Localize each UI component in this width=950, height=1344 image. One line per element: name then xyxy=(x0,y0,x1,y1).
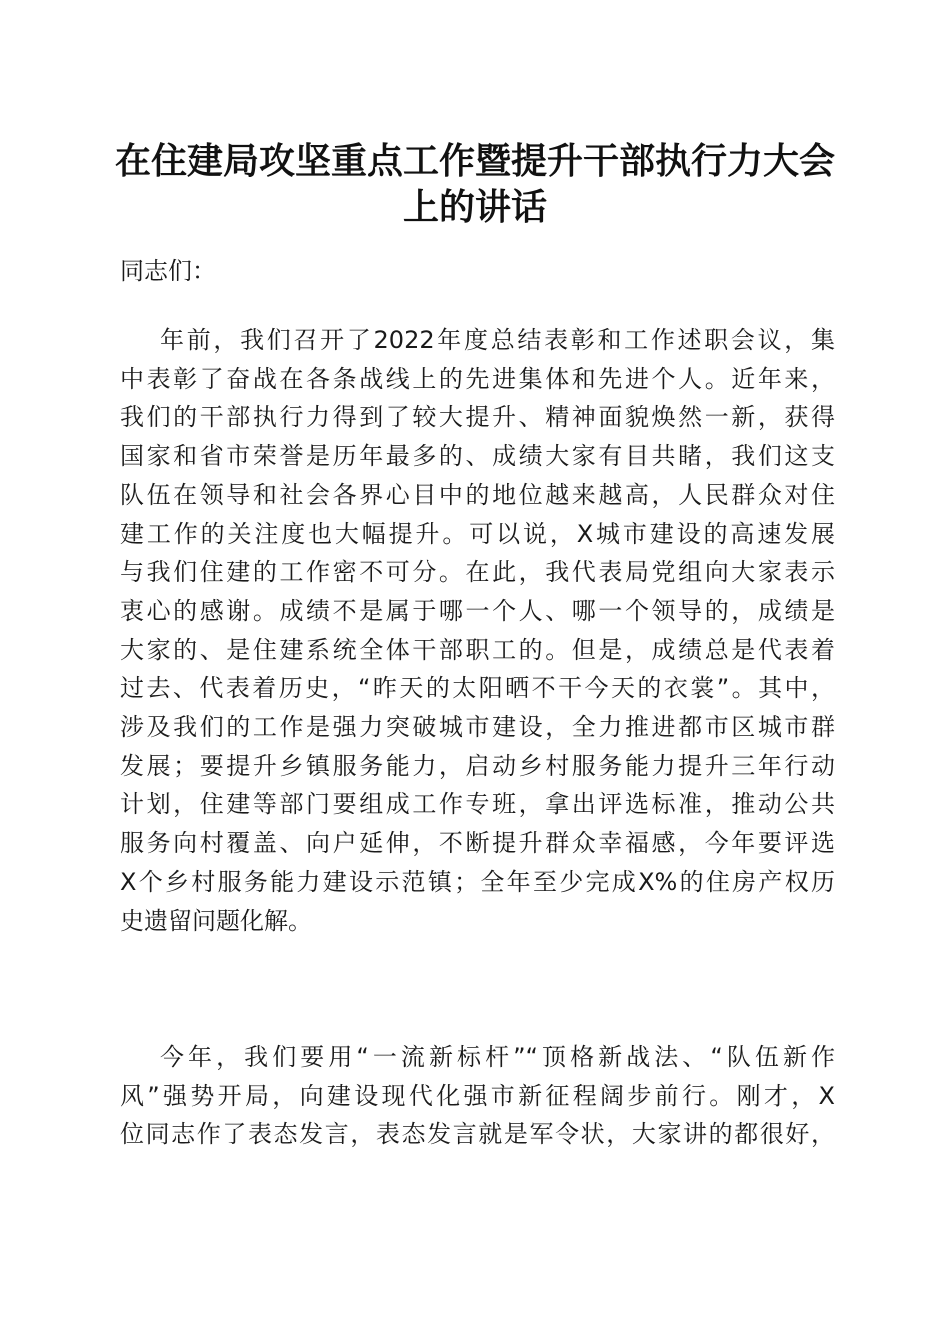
paragraph-1 xyxy=(120,321,835,940)
text-line: 史遗留问题化解。 xyxy=(120,906,312,935)
text-line: 位同志作了表态发言，表态发言就是军令状，大家讲的都很好， xyxy=(120,1120,835,1149)
text-line: 大家的、是住建系统全体干部职工的。但是，成绩总是代表着 xyxy=(120,635,835,664)
text-line: 过去、代表着历史，“昨天的太阳晒不干今天的衣裳”。其中， xyxy=(120,674,835,703)
text-line: 年前，我们召开了2022年度总结表彰和工作述职会议，集 xyxy=(160,326,835,354)
text-line: 与我们住建的工作密不可分。在此，我代表局党组向大家表示 xyxy=(120,558,835,587)
document-title xyxy=(100,138,850,230)
paragraph-2 xyxy=(120,1038,835,1154)
salutation: 同志们： xyxy=(120,257,216,285)
text-line: X个乡村服务能力建设示范镇；全年至少完成X%的住房产权历 xyxy=(120,867,835,896)
title-line: 上的讲话 xyxy=(402,186,547,228)
text-line: 今年，我们要用“一流新标杆”“顶格新战法、“队伍新作 xyxy=(160,1043,835,1071)
text-line: 我们的干部执行力得到了较大提升、精神面貌焕然一新，获得 xyxy=(120,403,835,432)
text-line: 涉及我们的工作是强力突破城市建设，全力推进都市区城市群 xyxy=(120,713,835,742)
text-line: 国家和省市荣誉是历年最多的、成绩大家有目共睹，我们这支 xyxy=(120,442,835,471)
text-line: 队伍在领导和社会各界心目中的地位越来越高，人民群众对住 xyxy=(120,480,835,509)
text-line: 发展；要提升乡镇服务能力，启动乡村服务能力提升三年行动 xyxy=(120,751,835,780)
text-line: 中表彰了奋战在各条战线上的先进集体和先进个人。近年来， xyxy=(120,364,835,393)
text-line: 建工作的关注度也大幅提升。可以说，X城市建设的高速发展 xyxy=(120,519,835,548)
text-line: 风”强势开局，向建设现代化强市新征程阔步前行。刚才，X xyxy=(120,1081,835,1110)
text-line: 衷心的感谢。成绩不是属于哪一个人、哪一个领导的，成绩是 xyxy=(120,596,835,625)
text-line: 计划，住建等部门要组成工作专班，拿出评选标准，推动公共 xyxy=(120,790,835,819)
title-line: 在住建局攻坚重点工作暨提升干部执行力大会 xyxy=(114,140,835,182)
text-line: 服务向村覆盖、向户延伸，不断提升群众幸福感，今年要评选 xyxy=(120,829,835,858)
